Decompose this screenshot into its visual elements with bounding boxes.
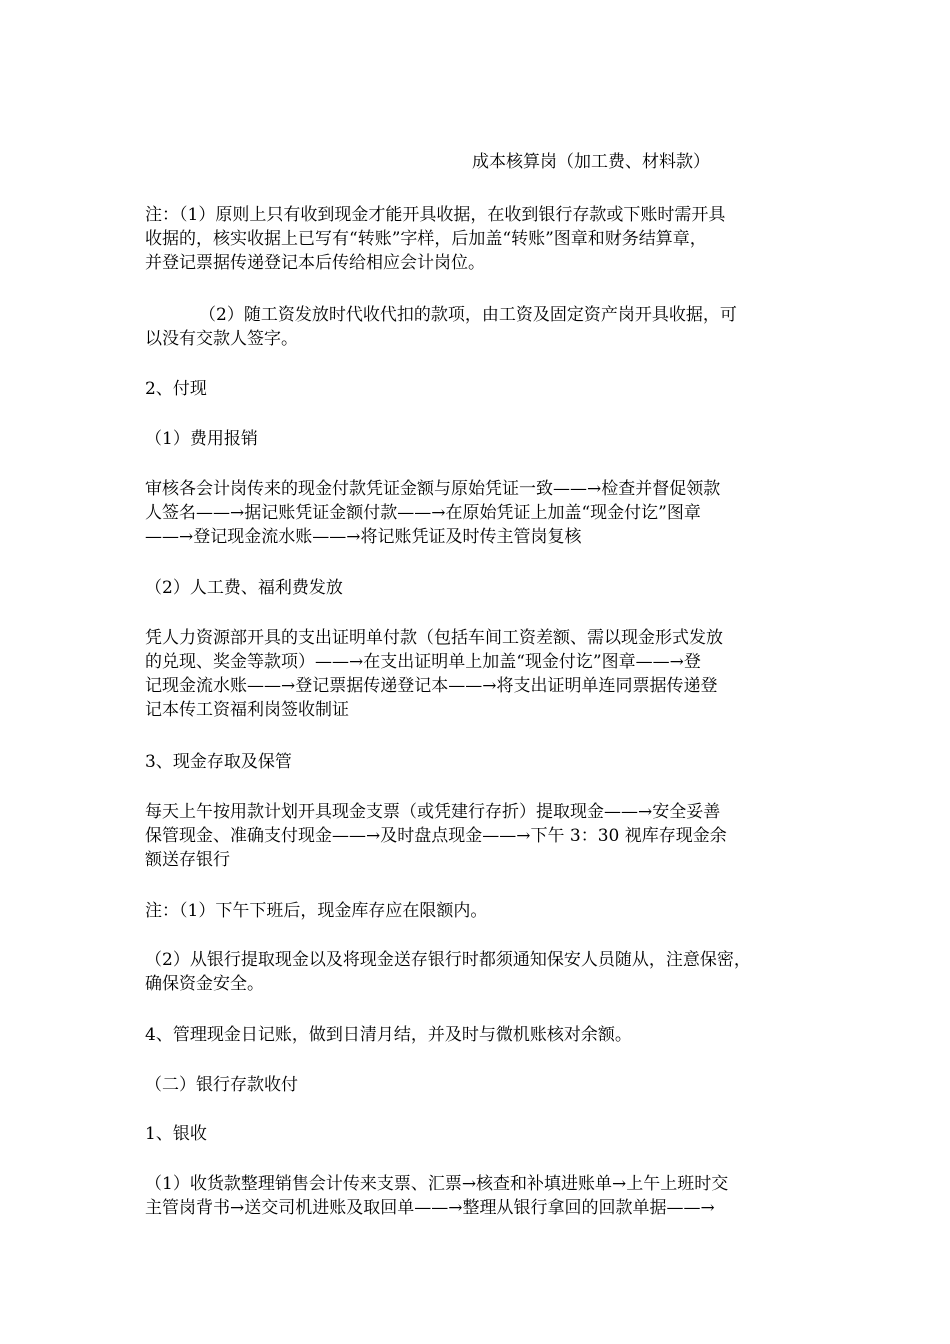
section-heading-cash-journal — [145, 1023, 815, 1047]
text-line: 2、付现 — [145, 379, 207, 399]
text-line: 每天上午按用款计划开具现金支票（或凭建行存折）提取现金——→安全妥善 — [145, 802, 721, 822]
subheading-expense-reimbursement — [145, 427, 815, 451]
labor-process-paragraph — [145, 626, 815, 722]
text-line: 3、现金存取及保管 — [145, 752, 292, 772]
text-line: 记本传工资福利岗签收制证 — [145, 700, 349, 720]
cash-storage-paragraph — [145, 800, 815, 872]
text-line: 并登记票据传递登记本后传给相应会计岗位。 — [145, 253, 485, 273]
section-heading-cash-storage — [145, 750, 815, 774]
document-title: 成本核算岗（加工费、材料款） — [472, 152, 710, 172]
text-line: 4、管理现金日记账，做到日清月结，并及时与微机账核对余额。 — [145, 1025, 632, 1045]
text-line: ——→登记现金流水账——→将记账凭证及时传主管岗复核 — [145, 527, 582, 547]
text-line: 人签名——→据记账凭证金额付款——→在原始凭证上加盖“现金付讫”图章 — [145, 503, 701, 523]
text-line: 的兑现、奖金等款项）——→在支出证明单上加盖“现金付讫”图章——→登 — [145, 652, 701, 672]
note-1-paragraph — [145, 203, 815, 275]
text-line: 确保资金安全。 — [145, 974, 264, 994]
section-heading-bank-deposits — [145, 1073, 815, 1097]
section-heading-cash-payment — [145, 377, 815, 401]
cash-note-1 — [145, 899, 815, 923]
text-line: （二）银行存款收付 — [145, 1075, 298, 1095]
text-line: 凭人力资源部开具的支出证明单付款（包括车间工资差额、需以现金形式发放 — [145, 628, 723, 648]
note-2-paragraph — [145, 303, 815, 351]
text-line: （2）人工费、福利费发放 — [145, 578, 343, 598]
text-line: 1、银收 — [145, 1124, 207, 1144]
text-line: 以没有交款人签字。 — [145, 329, 298, 349]
text-line: 注：（1）下午下班后，现金库存应在限额内。 — [145, 901, 488, 921]
expense-process-paragraph — [145, 477, 815, 549]
text-line: （1）费用报销 — [145, 429, 258, 449]
text-line: 额送存银行 — [145, 850, 230, 870]
text-line: 主管岗背书→送交司机进账及取回单——→整理从银行拿回的回款单据——→ — [145, 1198, 715, 1218]
text-line: （2）随工资发放时代收代扣的款项，由工资及固定资产岗开具收据，可 — [199, 305, 737, 325]
subheading-labor-welfare — [145, 576, 815, 600]
text-line: 收据的，核实收据上已写有“转账”字样，后加盖“转账”图章和财务结算章， — [145, 229, 707, 249]
text-line: （2）从银行提取现金以及将现金送存银行时都须通知保安人员随从，注意保密， — [145, 950, 751, 970]
text-line: 保管现金、准确支付现金——→及时盘点现金——→下午 3：30 视库存现金余 — [145, 826, 727, 846]
text-line: （1）收货款整理销售会计传来支票、汇票→核查和补填进账单→上午上班时交 — [145, 1174, 729, 1194]
text-line: 注：（1）原则上只有收到现金才能开具收据，在收到银行存款或下账时需开具 — [145, 205, 726, 225]
text-line: 审核各会计岗传来的现金付款凭证金额与原始凭证一致——→检查并督促领款 — [145, 479, 721, 499]
bank-receipt-paragraph — [145, 1172, 815, 1220]
subheading-bank-receipts — [145, 1122, 815, 1146]
text-line: 记现金流水账——→登记票据传递登记本——→将支出证明单连同票据传递登 — [145, 676, 718, 696]
cash-note-2 — [145, 948, 815, 996]
